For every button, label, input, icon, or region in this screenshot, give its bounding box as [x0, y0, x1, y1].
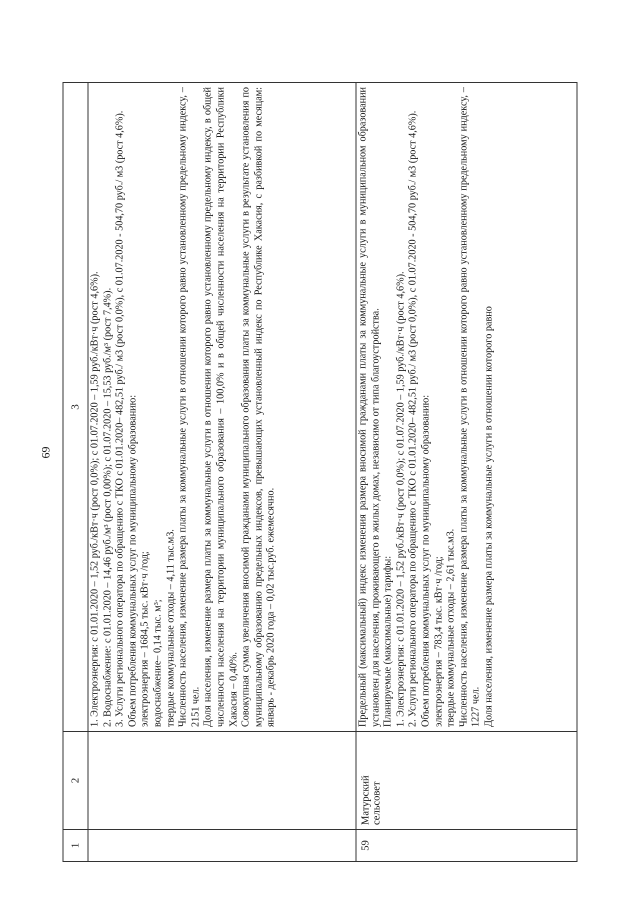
text-line: 2. Услуги регионального оператора по обращению с ТКО с 01.01.2020– 482,51 руб./ м3 (рост 0,0%), с 01.07.2020 - 504,70 руб./ м3 (рост 4,6%).	[407, 110, 419, 727]
text-line: Объем потребления коммунальных услуг по муниципальному образованию:	[420, 394, 432, 727]
text-line: электроэнергия – 783,4 тыс. кВт·ч /год;	[433, 556, 445, 727]
table-header-row	[63, 83, 88, 862]
tariff-table	[63, 82, 578, 862]
page-number: 69	[38, 446, 53, 459]
row-number-cell: 59	[356, 830, 577, 862]
text-line: Численность населения, изменение размера платы за коммунальные услуги в отношении которого равно установленному предельному индексу, – 2151 чел.	[177, 87, 202, 727]
text-line: Объем потребления коммунальных услуг по муниципальному образованию:	[127, 394, 139, 727]
column-header-2: 2	[63, 732, 88, 830]
text-line: Планируемые (максимальные) тарифы:	[382, 555, 394, 727]
row-name-cell: Матурский сельсовет	[356, 732, 577, 830]
text-line: твердые коммунальные отходы – 2,61 тыс.м3.	[445, 528, 457, 727]
rotated-page-content	[63, 82, 578, 862]
text-line: Предельный (максимальный) индекс изменения размера вносимой гражданами платы за коммунальные услуги в муниципальном образовании установлен для населения, проживающего в жилых домах, независимо от типа благоустройства.	[357, 87, 382, 727]
column-header-3: 3	[63, 83, 88, 732]
text-line: 2. Водоснабжение: с 01.01.2020 – 14,46 руб./м³ (рост 0,00%); с 01.07.2020 – 15,53 руб./м³ (рост 7,4%).	[102, 287, 114, 727]
text-line: 3. Услуги регионального оператора по обращению с ТКО с 01.01.2020– 482,51 руб./ м3 (рост 0,0%), с 01.07.2020 - 504,70 руб./ м3 (рост 4,6%).	[114, 110, 126, 727]
table-row	[88, 83, 356, 862]
text-line: Совокупная сумма увеличения вносимой гражданами муниципального образования платы за коммунальные услуги в результате установления по муниципальному образованию предельных индексов, превышающих установленный индекс по Республике Хакасия, с разбивкой по месяцам: январь - декабрь 2020 года – 0,02 тыс.руб. ежемесячно.	[240, 87, 277, 727]
table-row	[356, 83, 577, 862]
row-name-cell	[88, 732, 356, 830]
text-line: водоснабжение– 0,14 тыс. м³;	[152, 599, 164, 727]
text-line: электроэнергия – 1684,5 тыс. кВт·ч /год;	[139, 551, 151, 727]
text-line: Доля населения, изменение размера платы за коммунальные услуги в отношении которого равно установленному предельному индексу, в общей численности населения на территории муниципального образования – 100,0% и в общей численности населения на территории Республики Хакасия – 0,40%.	[202, 87, 240, 727]
text-line: 1. Электроэнергия: с 01.01.2020 – 1,52 руб./кВт·ч (рост 0,0%); с 01.07.2020 – 1,59 руб./кВт·ч (рост 4,6%).	[89, 271, 101, 727]
row-number-cell	[88, 830, 356, 862]
text-line: 1. Электроэнергия: с 01.01.2020 – 1,52 руб./кВт·ч (рост 0,0%); с 01.07.2020 – 1,59 руб./кВт·ч (рост 4,6%).	[395, 271, 407, 727]
text-line: Численность населения, изменение размера платы за коммунальные услуги в отношении которого равно установленному предельному индексу, – 1227 чел.	[458, 87, 482, 727]
text-line: Доля населения, изменение размера платы за коммунальные услуги в отношении которого равно	[483, 306, 495, 727]
column-header-1: 1	[63, 830, 88, 862]
row-description-cell	[356, 83, 577, 732]
text-line: твердые коммунальные отходы – 4,11 тыс.м3.	[165, 529, 177, 727]
row-description-cell	[88, 83, 356, 732]
